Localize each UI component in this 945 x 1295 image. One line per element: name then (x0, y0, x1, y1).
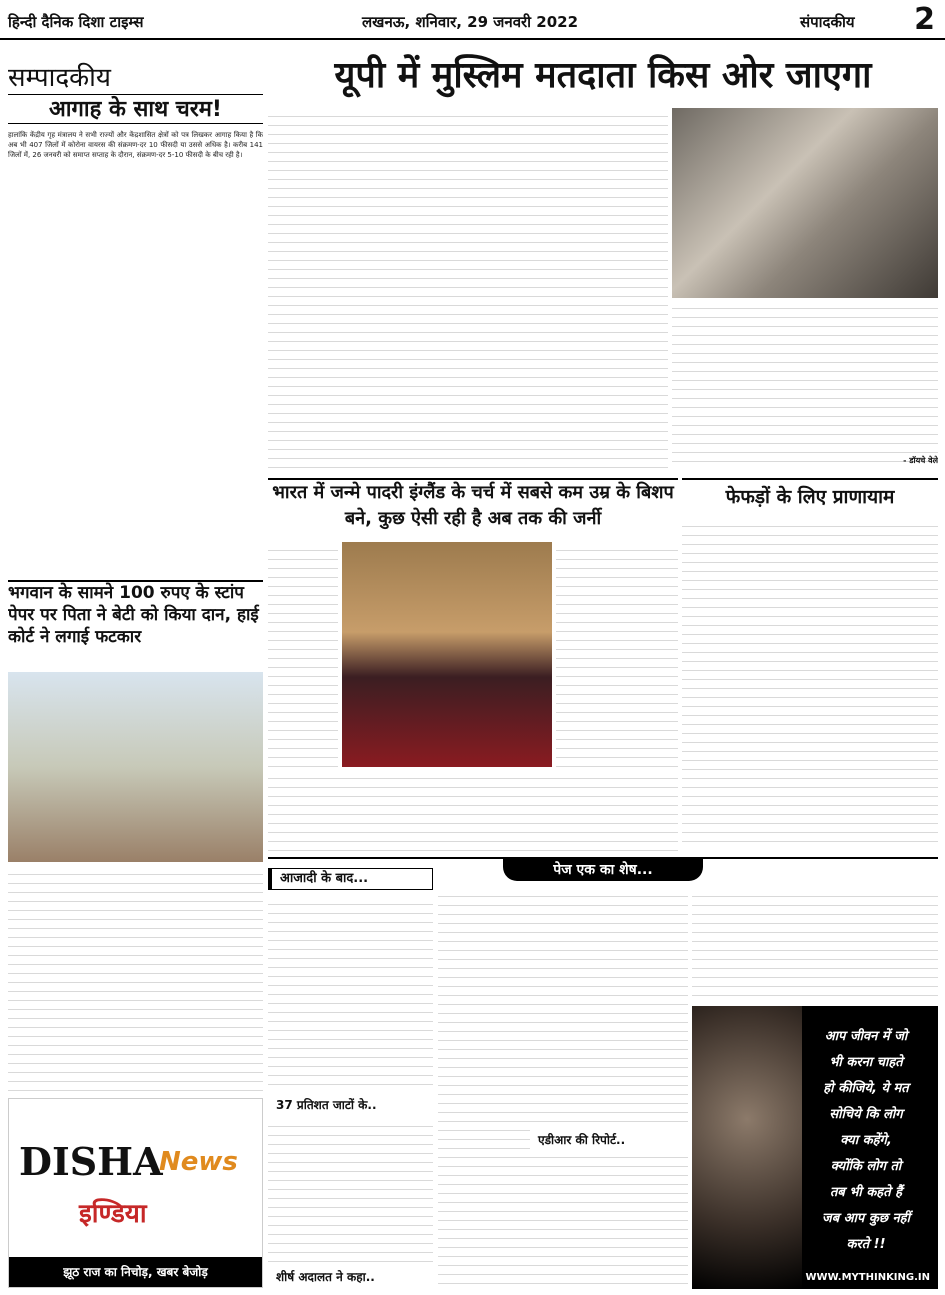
percent-text (268, 1118, 433, 1266)
masthead (0, 0, 945, 40)
lead-headline: यूपी में मुस्लिम मतदाता किस ओर जाएगा (334, 55, 872, 96)
quote-line: करते !! (846, 1237, 886, 1252)
quote-line: जब आप कुछ नहीं (822, 1211, 910, 1226)
portrait-photo (692, 1006, 802, 1289)
adr-headline: एडीआर की रिपोर्ट.. (530, 1130, 688, 1152)
continued-text-1 (438, 888, 688, 1288)
disha-news-logo (8, 1098, 263, 1288)
lead-story-text-2 (672, 300, 938, 470)
bishop-photo (342, 542, 552, 767)
logo-sub: इण्डिया (79, 1199, 147, 1229)
paper-name: हिन्दी दैनिक दिशा टाइम्स (8, 13, 144, 31)
page-number: 2 (914, 2, 935, 37)
logo-word: DISHA (19, 1139, 163, 1184)
quote-ad (692, 1006, 938, 1289)
bishop-story-text-2 (556, 542, 678, 767)
quote-text (797, 1024, 935, 1264)
editorial-body: हालांकि केंद्रीय गृह मंत्रालय ने सभी राज्यों और केंद्रशासित क्षेत्रों को पत्र लिखकर आगाह किया है कि अब भी 407 जिलों में कोरोना वायरस की संक्रमण-दर 10 फीसदी या उससे अधिक है। करीब 141 जिलों में, 26 जनवरी को समाप्त सप्ताह के दौरान, संक्रमण-दर 5-10 फीसदी के बीच रही है। (8, 131, 263, 159)
quote-line: सोचिये कि लोग (829, 1107, 903, 1122)
editorial-section-label: सम्पादकीय (8, 63, 111, 88)
high-court-photo (8, 672, 263, 862)
bishop-story-text-1 (268, 542, 338, 792)
daughter-story-headline: भगवान के सामने 100 रुपए के स्टांप पेपर पर पिता ने बेटी को किया दान, हाई कोर्ट ने लगाई फटकार (8, 580, 263, 668)
caption-author: - डॉयचे वेले (903, 456, 938, 465)
bishop-story-headline: भारत में जन्मे पादरी इंग्लैंड के चर्च में सबसे कम उम्र के बिशप बने, कुछ ऐसी रही है अब तक की जर्नी (268, 478, 678, 538)
percent-headline: 37 प्रतिशत जाटों के.. (276, 1098, 377, 1112)
freedom-text (268, 896, 433, 1091)
quote-line: तब भी कहते हैं (829, 1185, 903, 1200)
daughter-story-text (8, 866, 263, 1091)
quote-line: भी करना चाहते (829, 1055, 903, 1070)
date-line: लखनऊ, शनिवार, 29 जनवरी 2022 (362, 13, 579, 31)
quote-line: हो कीजिये, ये मत (823, 1081, 909, 1096)
lungs-story-text (682, 518, 938, 850)
section-label: संपादकीय (800, 13, 855, 31)
quote-line: क्या कहेंगे, (840, 1133, 892, 1148)
lungs-story-headline: फेफड़ों के लिए प्राणायाम (682, 478, 938, 514)
bishop-story-text-3 (268, 770, 678, 852)
lead-story-text (268, 108, 668, 468)
quote-line: आप जीवन में जो (824, 1029, 908, 1044)
continued-text-2 (692, 888, 938, 1000)
logo-tagline: झूठ राज का निचोड़, खबर बेजोड़ (9, 1257, 262, 1287)
logo-news: News (159, 1147, 238, 1177)
lead-photo (672, 108, 938, 298)
continued-label: पेज एक का शेष... (503, 859, 703, 881)
court-headline: शीर्ष अदालत ने कहा.. (276, 1270, 375, 1284)
editorial-title: आगाह के साथ चरम! (8, 94, 263, 124)
freedom-headline: आजादी के बाद... (268, 868, 433, 890)
quote-line: क्योंकि लोग तो (830, 1159, 902, 1174)
ad-url: WWW.MYTHINKING.IN (805, 1272, 930, 1283)
